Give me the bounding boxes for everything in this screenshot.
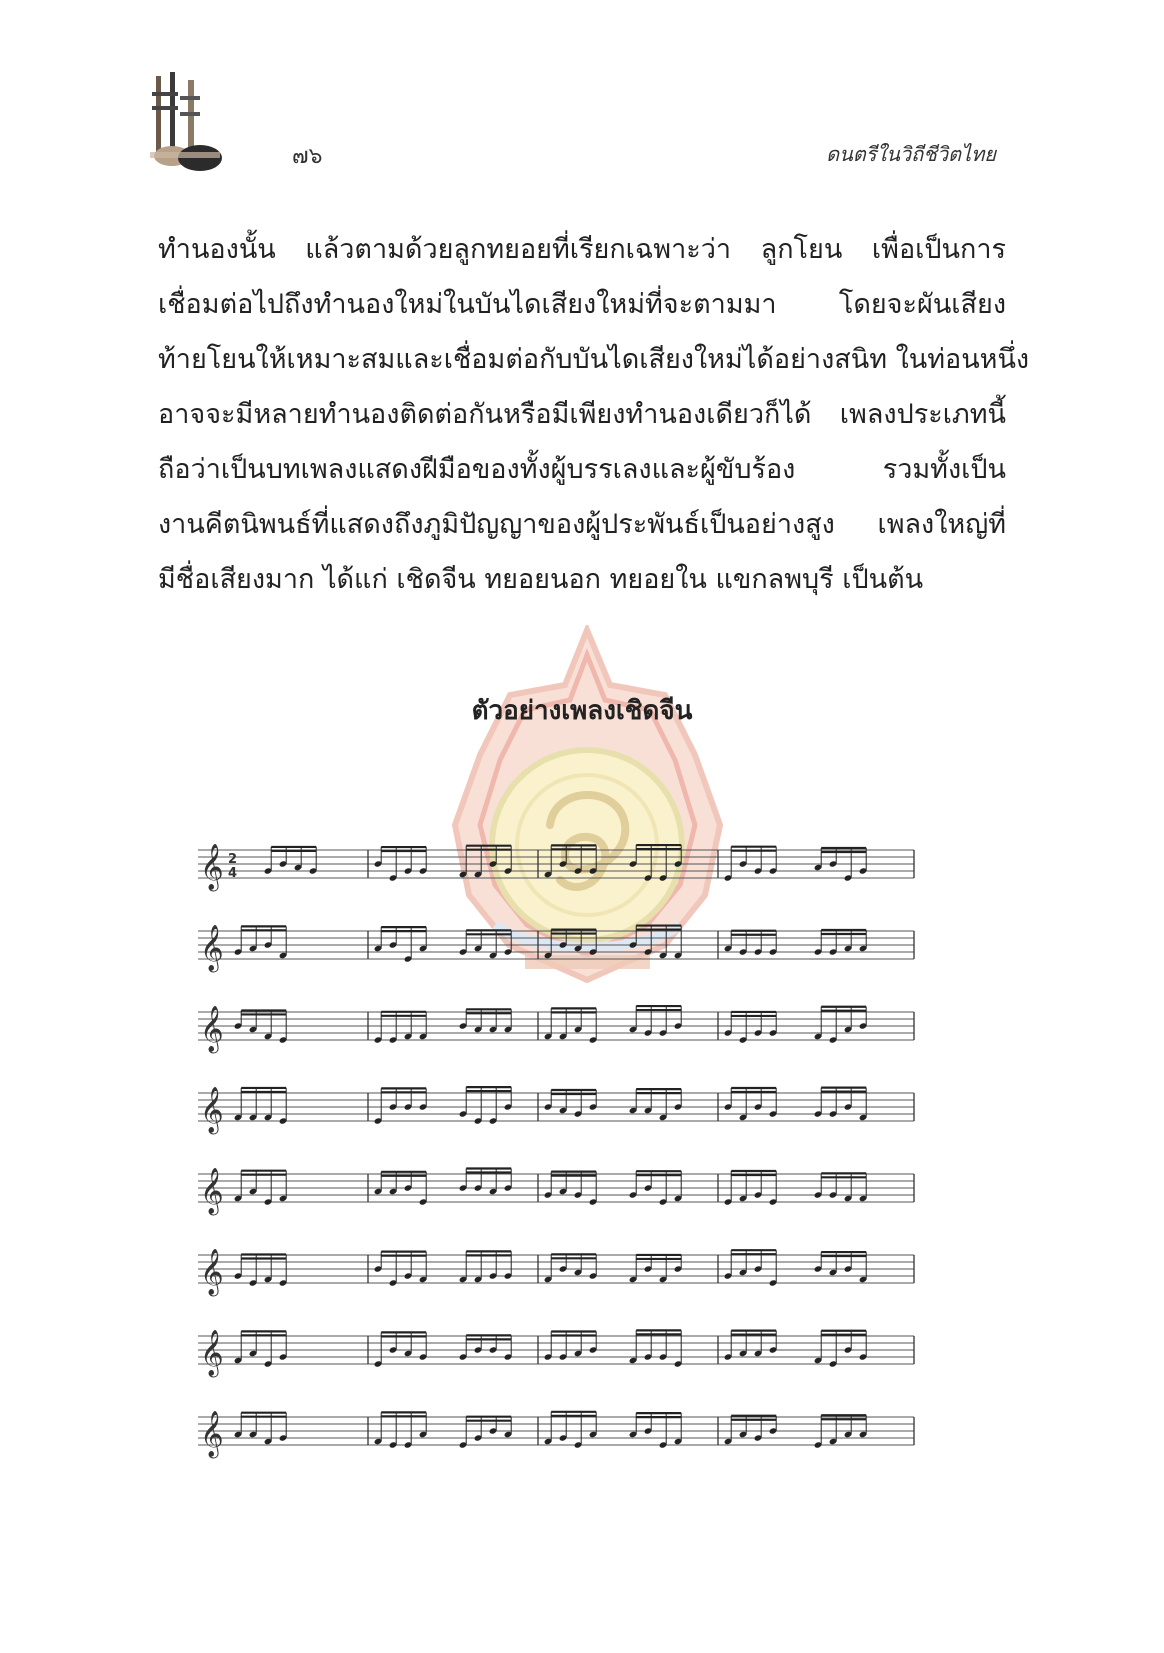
thai-fiddle-icon [150, 72, 250, 172]
note-group [629, 926, 683, 960]
note-group [459, 1168, 513, 1195]
staff [198, 844, 914, 892]
staff [198, 1168, 914, 1216]
note-group [724, 1331, 778, 1361]
body-line: ท้ายโยนให้เหมาะสมและเชื่อมต่อกับบันไดเสียงใหม่ได้อย่างสนิท ในท่อนหนึ่ง [158, 344, 1030, 375]
note-group [629, 845, 683, 882]
page-header [0, 0, 1164, 200]
note-group [234, 1010, 288, 1043]
body-line: ทำนองนั้น แล้วตามด้วยลูกทยอยที่เรียกเฉพาะว่า ลูกโยน เพื่อเป็นการ [158, 234, 1006, 265]
page-number: ๗๖ [292, 144, 323, 169]
note-group [814, 1252, 868, 1283]
treble-clef-icon: 𝄞 [200, 1168, 224, 1214]
staff [198, 1330, 914, 1378]
note-group [814, 1088, 868, 1122]
treble-clef-icon: 𝄞 [200, 1087, 224, 1133]
treble-clef-icon: 𝄞 [200, 1411, 224, 1457]
body-line: มีชื่อเสียงมาก ได้แก่ เชิดจีน ทยอยนอก ทยอยใน แขกลพบุรี เป็นต้น [158, 564, 924, 595]
note-group [374, 1172, 428, 1206]
note-group [544, 845, 598, 878]
note-group [459, 1417, 513, 1449]
body-line: เชื่อมต่อไปถึงทำนองใหม่ในบันไดเสียงใหม่ที่จะตามมา โดยจะผันเสียง [158, 289, 1006, 320]
running-title: ดนตรีในวิถีชีวิตไทย [826, 142, 996, 166]
staff [198, 925, 914, 973]
treble-clef-icon: 𝄞 [200, 1006, 224, 1052]
time-signature-top: 2 [228, 852, 238, 867]
note-group [629, 1089, 683, 1121]
note-group [459, 846, 513, 878]
note-group [234, 1413, 288, 1446]
note-group [724, 1012, 778, 1044]
note-group [544, 1332, 598, 1361]
note-group [374, 1012, 428, 1044]
body-line: งานคีตนิพนธ์ที่แสดงถึงภูมิปัญญาของผู้ประพันธ์เป็นอย่างสูง เพลงใหญ่ที่ [158, 509, 1006, 540]
note-group [814, 1415, 868, 1448]
treble-clef-icon: 𝄞 [200, 1330, 224, 1376]
time-signature-bottom: 4 [228, 866, 238, 881]
treble-clef-icon: 𝄞 [200, 844, 224, 890]
staff [198, 1411, 914, 1459]
note-group [629, 1006, 683, 1037]
staff [198, 1087, 914, 1135]
figure-caption: ตัวอย่างเพลงเชิดจีน [471, 696, 693, 726]
note-group [234, 926, 288, 959]
staff [198, 1249, 914, 1297]
body-paragraph [158, 222, 1030, 607]
note-group [724, 1250, 778, 1286]
note-group [814, 848, 868, 882]
note-group [724, 1416, 778, 1445]
note-group [544, 1172, 598, 1206]
treble-clef-icon: 𝄞 [200, 925, 224, 971]
note-group [234, 1254, 288, 1286]
music-score [198, 838, 970, 1478]
body-line: ถือว่าเป็นบทเพลงแสดงฝีมือของทั้งผู้บรรเลงและผู้ขับร้อง รวมทั้งเป็น [158, 454, 1006, 485]
note-group [724, 1088, 778, 1121]
note-group [459, 1251, 513, 1283]
note-group [544, 930, 598, 960]
staff [198, 1006, 914, 1054]
treble-clef-icon: 𝄞 [200, 1249, 224, 1295]
note-group [459, 1009, 513, 1033]
body-line: อาจจะมีหลายทำนองติดต่อกันหรือมีเพียงทำนองเดียวก็ได้ เพลงประเภทนี้ [158, 399, 1006, 430]
